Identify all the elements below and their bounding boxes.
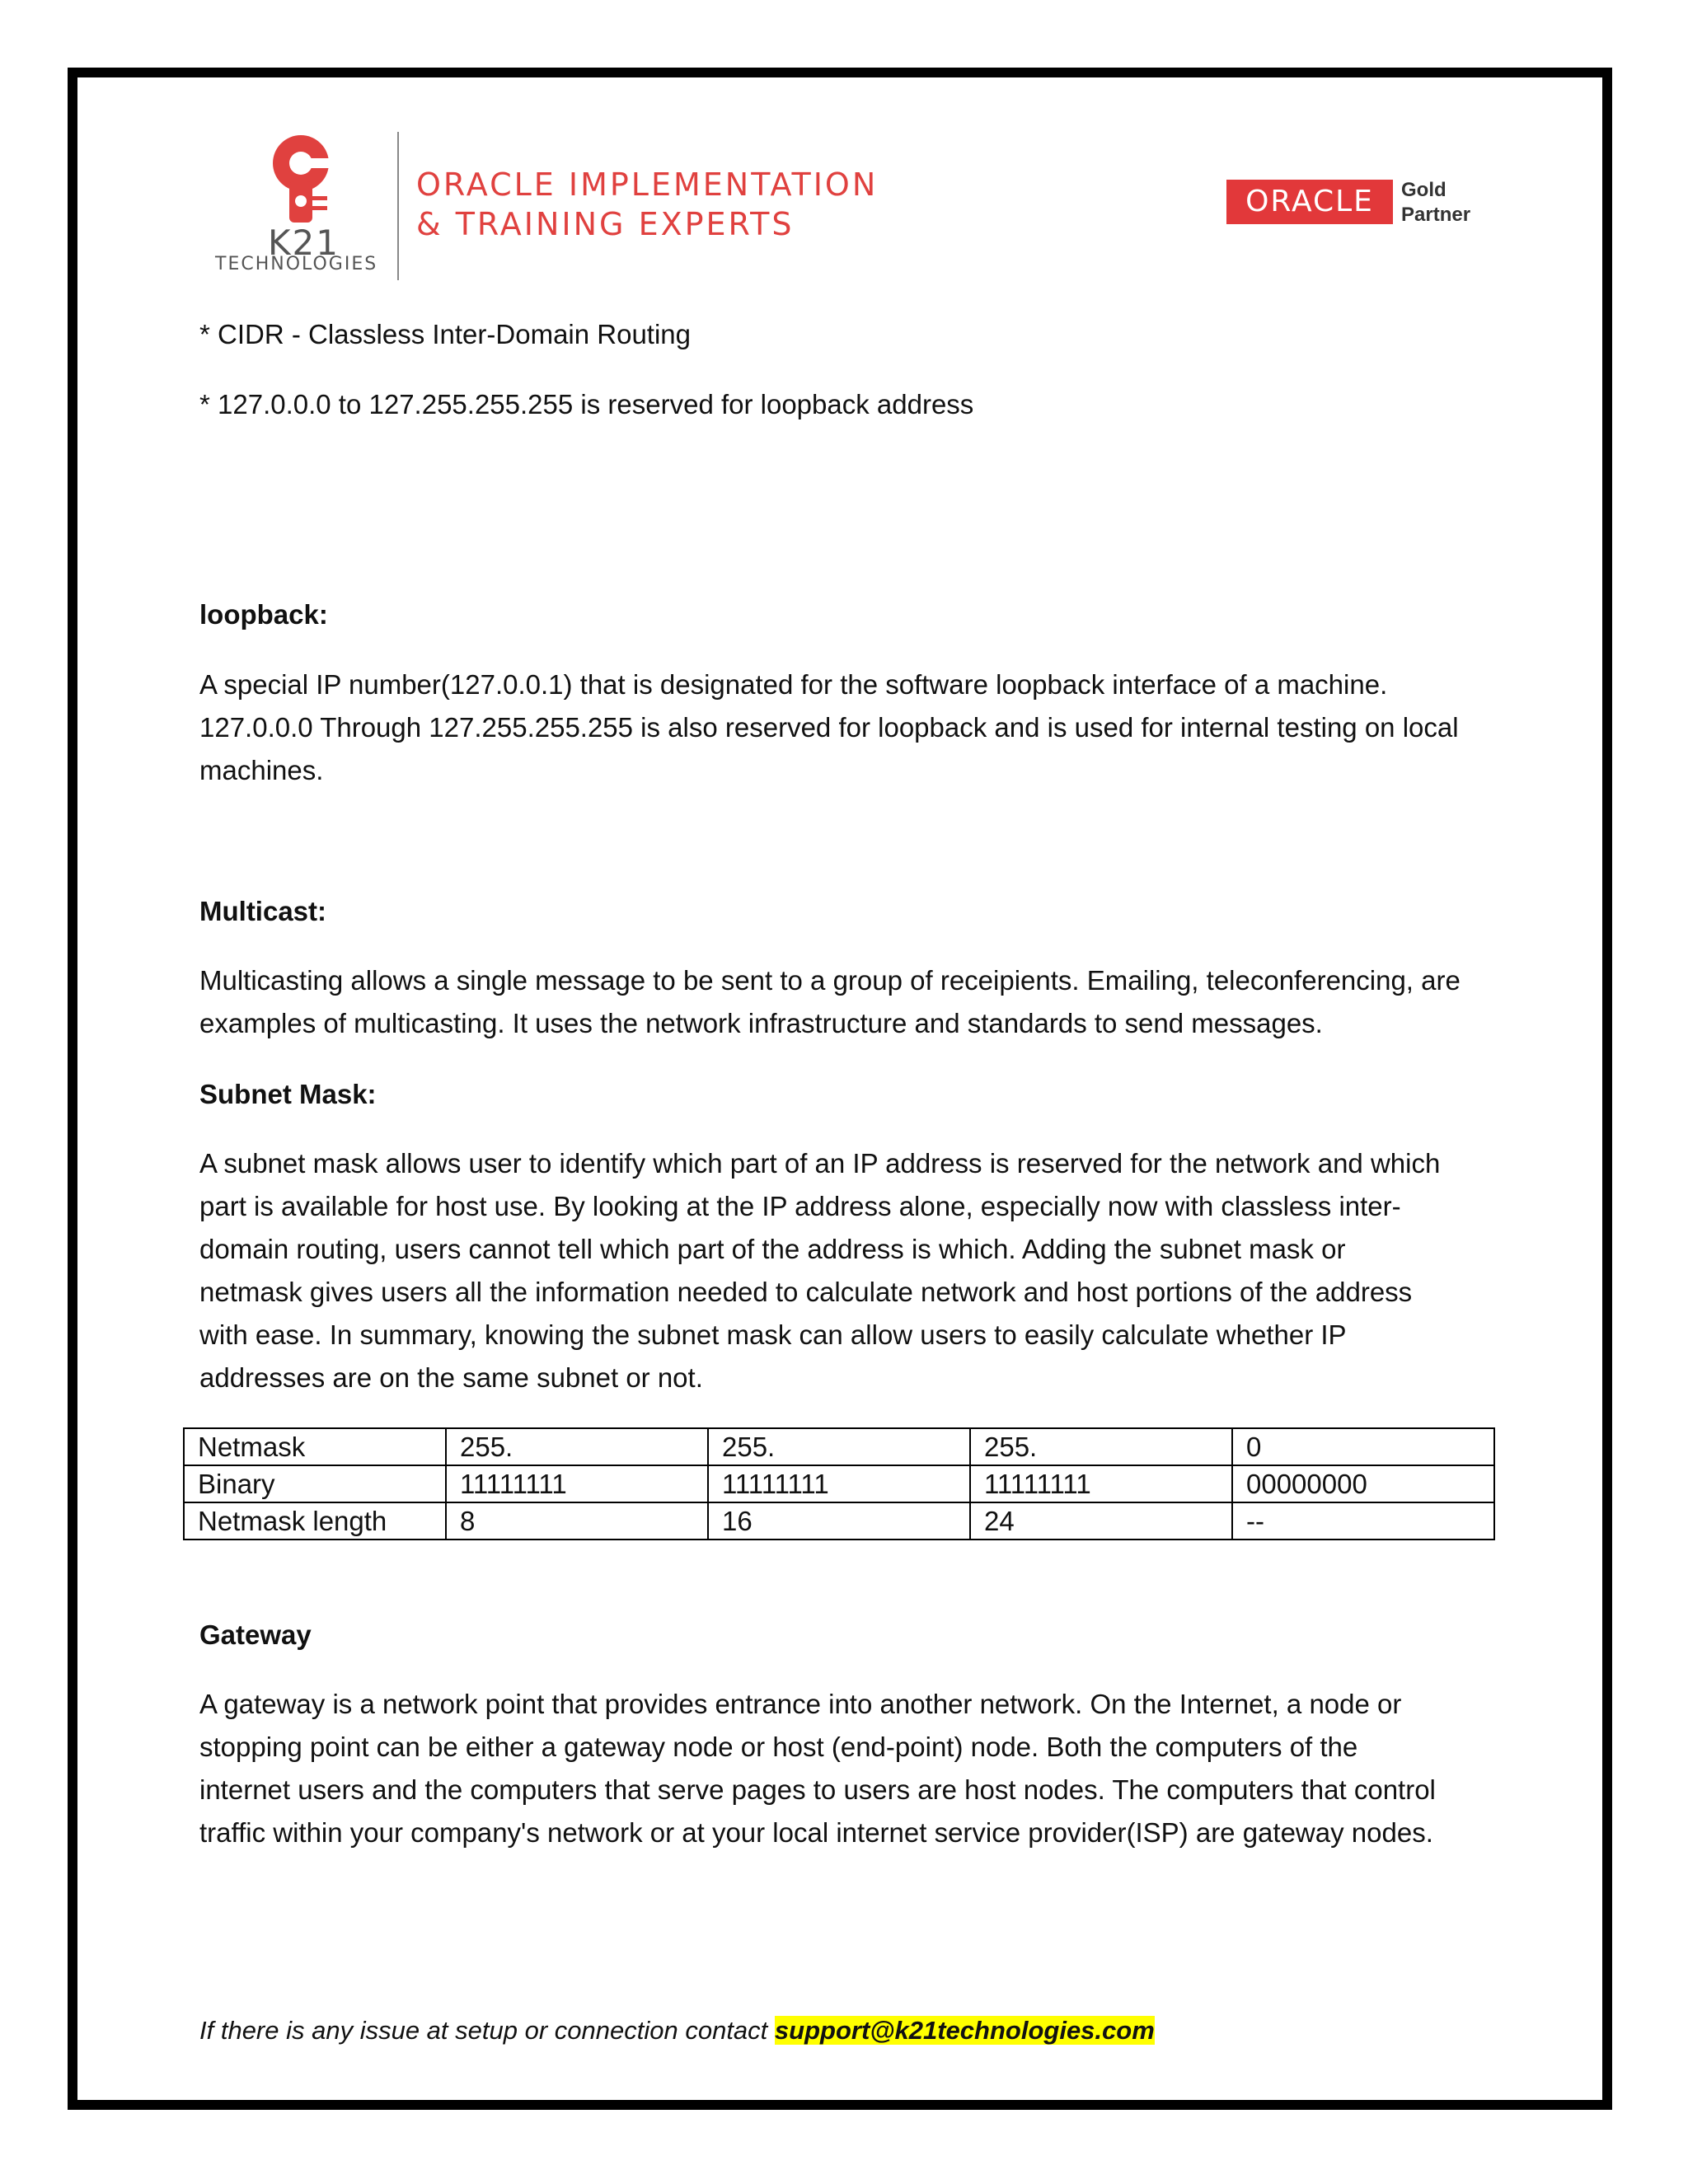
paragraph-line: A subnet mask allows user to identify which part of an IP address is reserved for the network and which	[199, 1148, 1441, 1179]
table-cell: 255.	[708, 1428, 970, 1465]
table-cell: 11111111	[970, 1465, 1232, 1502]
table-cell: --	[1232, 1502, 1494, 1540]
paragraph-subnet-mask	[199, 1142, 1502, 1399]
table-cell: Netmask length	[184, 1502, 446, 1540]
logo-wordmark: K21	[268, 223, 340, 263]
footer-text: If there is any issue at setup or connection contact	[199, 2016, 775, 2045]
table-cell: 16	[708, 1502, 970, 1540]
heading-gateway: Gateway	[199, 1619, 312, 1650]
paragraph-line: with ease. In summary, knowing the subnet mask can allow users to easily calculate whether IP	[199, 1319, 1347, 1350]
paragraph-line: Multicasting allows a single message to be sent to a group of receipients. Emailing, teleconferencing, are	[199, 965, 1461, 996]
paragraph-line: 127.0.0.0 Through 127.255.255.255 is also reserved for loopback and is used for internal testing on local	[199, 712, 1459, 743]
paragraph-line: machines.	[199, 755, 324, 785]
tagline-line-1: ORACLE IMPLEMENTATION	[416, 166, 879, 203]
table-cell: 255.	[446, 1428, 708, 1465]
paragraph-line: A gateway is a network point that provides entrance into another network. On the Internet, a node or	[199, 1689, 1402, 1719]
table-cell: 11111111	[708, 1465, 970, 1502]
paragraph-line: internet users and the computers that serve pages to users are host nodes. The computers that control	[199, 1774, 1436, 1805]
table-cell: 11111111	[446, 1465, 708, 1502]
netmask-table	[183, 1427, 1495, 1540]
paragraph-loopback	[199, 663, 1502, 792]
heading-multicast: Multicast:	[199, 896, 327, 926]
oracle-logo: ORACLE	[1226, 180, 1393, 224]
paragraph-line: A special IP number(127.0.0.1) that is designated for the software loopback interface of a machine.	[199, 669, 1388, 700]
table-cell: 00000000	[1232, 1465, 1494, 1502]
paragraph-line: examples of multicasting. It uses the network infrastructure and standards to send messages.	[199, 1008, 1323, 1038]
paragraph-line: traffic within your company's network or at your local internet service provider(ISP) are gateway nodes.	[199, 1817, 1433, 1848]
paragraph-line: addresses are on the same subnet or not.	[199, 1362, 703, 1393]
support-email-link[interactable]: support@k21technologies.com	[774, 2016, 1155, 2045]
table-row	[184, 1465, 1494, 1502]
company-tagline	[416, 165, 878, 244]
table-cell: 0	[1232, 1428, 1494, 1465]
note-cidr: * CIDR - Classless Inter-Domain Routing	[199, 319, 692, 349]
k21-logo	[210, 132, 400, 280]
partner-level	[1401, 178, 1470, 227]
paragraph-line: stopping point can be either a gateway node or host (end-point) node. Both the computers of the	[199, 1732, 1358, 1762]
table-cell: Binary	[184, 1465, 446, 1502]
table-cell: 24	[970, 1502, 1232, 1540]
paragraph-line: part is available for host use. By looking at the IP address alone, especially now with classless inter-	[199, 1191, 1401, 1221]
paragraph-line: netmask gives users all the information needed to calculate network and host portions of the address	[199, 1277, 1413, 1307]
paragraph-gateway	[199, 1683, 1502, 1854]
note-loopback-range: * 127.0.0.0 to 127.255.255.255 is reserved for loopback address	[199, 389, 974, 419]
partner-level-line-2: Partner	[1401, 204, 1471, 226]
heading-subnet-mask: Subnet Mask:	[199, 1079, 377, 1109]
heading-loopback: loopback:	[199, 599, 328, 630]
paragraph-line: domain routing, users cannot tell which part of the address is which. Adding the subnet mask or	[199, 1234, 1346, 1264]
table-row	[184, 1428, 1494, 1465]
partner-level-line-1: Gold	[1401, 179, 1447, 201]
header-divider	[397, 132, 399, 280]
table-cell: Netmask	[184, 1428, 446, 1465]
table-cell: 255.	[970, 1428, 1232, 1465]
logo-subtext: TECHNOLOGIES	[215, 254, 378, 274]
tagline-line-2: & TRAINING EXPERTS	[416, 206, 795, 242]
paragraph-multicast	[199, 959, 1502, 1045]
table-cell: 8	[446, 1502, 708, 1540]
table-row	[184, 1502, 1494, 1540]
footer-contact	[199, 2011, 1155, 2050]
